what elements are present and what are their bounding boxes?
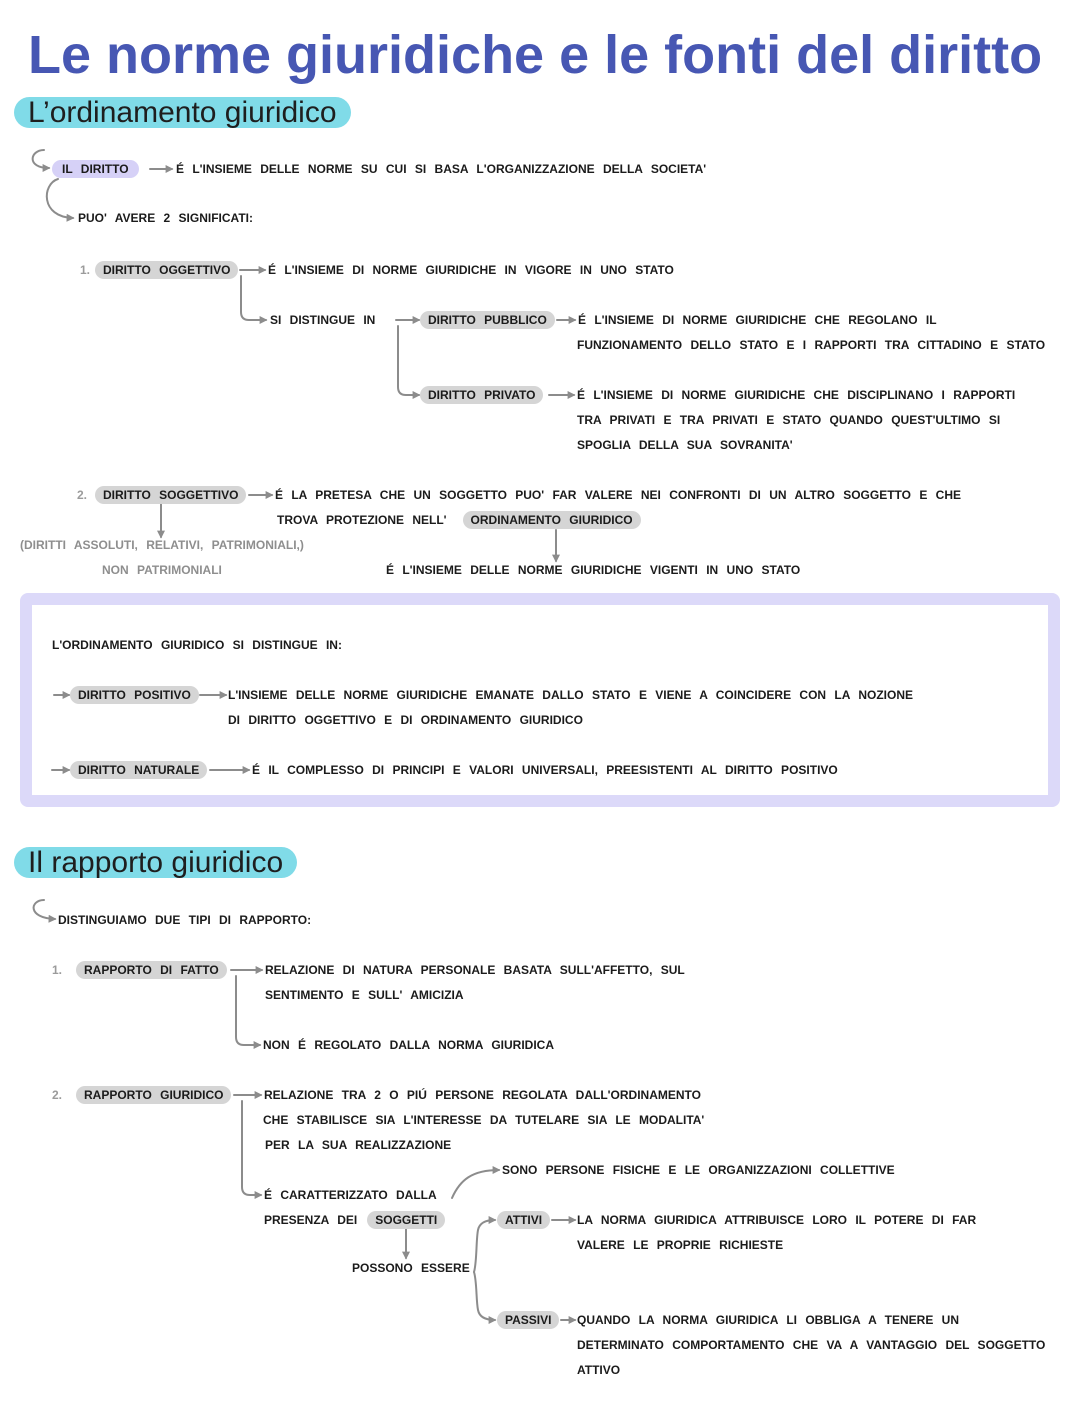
arrow-giuridico-caratterizzato [242, 1101, 261, 1195]
term-il-diritto: IL DIRITTO [52, 160, 139, 178]
privato-definition-line: É L'INSIEME DI NORME GIURIDICHE CHE DISCIPLINANO I RAPPORTI [577, 388, 1016, 402]
fatto-definition-line: SENTIMENTO E SULL' AMICIZIA [265, 988, 464, 1002]
term-attivi: ATTIVI [497, 1211, 550, 1229]
list-number: 2. [77, 488, 88, 502]
page-title: Le norme giuridiche e le fonti del diritto [28, 25, 1043, 85]
giuridico-definition-line: RELAZIONE TRA 2 O PIÚ PERSONE REGOLATA DALL'ORDINAMENTO [264, 1088, 701, 1102]
pubblico-definition-line: É L'INSIEME DI NORME GIURIDICHE CHE REGOLANO IL [578, 313, 937, 327]
arrow-possono-attivi [474, 1220, 495, 1272]
passivi-definition-line: DETERMINATO COMPORTAMENTO CHE VA A VANTAGGIO DEL SOGGETTO [577, 1338, 1046, 1352]
arrow-oggettivo-distinzione [241, 276, 266, 320]
section-heading-rapporto: Il rapporto giuridico [14, 847, 297, 878]
term-passivi: PASSIVI [497, 1311, 559, 1329]
attivi-definition-line: LA NORMA GIURIDICA ATTRIBUISCE LORO IL POTERE DI FAR [577, 1213, 977, 1227]
soggettivo-tipi-line: NON PATRIMONIALI [102, 563, 222, 577]
fatto-regolazione: NON É REGOLATO DALLA NORMA GIURIDICA [263, 1038, 554, 1052]
privato-definition-line: SPOGLIA DELLA SUA SOVRANITA' [577, 438, 793, 452]
term-rapporto-giuridico: RAPPORTO GIURIDICO [76, 1086, 231, 1104]
pubblico-definition-line: FUNZIONAMENTO DELLO STATO E I RAPPORTI TRA CITTADINO E STATO [577, 338, 1046, 352]
giuridico-definition-line: CHE STABILISCE SIA L'INTERESSE DA TUTELARE SIA LE MODALITA' [263, 1113, 705, 1127]
possono-essere: POSSONO ESSERE [352, 1261, 470, 1275]
term-soggetti: SOGGETTI [367, 1211, 445, 1229]
arrow-possono-passivi [474, 1272, 495, 1320]
ordinamento-definition: É L'INSIEME DELLE NORME GIURIDICHE VIGENTI IN UNO STATO [386, 563, 801, 577]
significati-intro: PUO' AVERE 2 SIGNIFICATI: [78, 211, 253, 225]
term-diritto-pubblico: DIRITTO PUBBLICO [420, 311, 555, 329]
giuridico-definition-line: PER LA SUA REALIZZAZIONE [265, 1138, 452, 1152]
soggettivo-definition-text: TROVA PROTEZIONE NELL' [277, 513, 447, 527]
list-number: 1. [80, 263, 91, 277]
list-number: 1. [52, 963, 63, 977]
term-diritto-oggettivo: DIRITTO OGGETTIVO [95, 261, 238, 279]
rapporto-intro: DISTINGUIAMO DUE TIPI DI RAPPORTO: [58, 913, 312, 927]
diritto-definition: É L'INSIEME DELLE NORME SU CUI SI BASA L'ORGANIZZAZIONE DELLA SOCIETA' [176, 162, 707, 176]
term-diritto-soggettivo: DIRITTO SOGGETTIVO [95, 486, 246, 504]
term-ordinamento-giuridico: ORDINAMENTO GIURIDICO [463, 511, 641, 529]
arrow-fatto-regolazione [236, 976, 260, 1045]
hook-arrow-icon [33, 150, 49, 168]
list-number: 2. [52, 1088, 63, 1102]
term-diritto-naturale: DIRITTO NATURALE [70, 761, 207, 779]
hook-arrow-icon [34, 900, 55, 919]
fatto-definition-line: RELAZIONE DI NATURA PERSONALE BASATA SULL'AFFETTO, SUL [265, 963, 685, 977]
attivi-definition-line: VALERE LE PROPRIE RICHIESTE [577, 1238, 784, 1252]
term-rapporto-di-fatto: RAPPORTO DI FATTO [76, 961, 227, 979]
arrow-diritto-significati [47, 179, 73, 218]
privato-definition-line: TRA PRIVATI E TRA PRIVATI E STATO QUANDO QUEST'ULTIMO SI [577, 413, 1001, 427]
naturale-definition: É IL COMPLESSO DI PRINCIPI E VALORI UNIVERSALI, PREESISTENTI AL DIRITTO POSITIVO [252, 763, 838, 777]
presenza-line [264, 1211, 445, 1229]
box-intro: L'ORDINAMENTO GIURIDICO SI DISTINGUE IN: [52, 638, 342, 652]
section-heading-ordinamento: L’ordinamento giuridico [14, 97, 351, 128]
passivi-definition-line: QUANDO LA NORMA GIURIDICA LI OBBLIGA A TENERE UN [577, 1313, 959, 1327]
positivo-definition-line: DI DIRITTO OGGETTIVO E DI ORDINAMENTO GIURIDICO [228, 713, 583, 727]
term-diritto-positivo: DIRITTO POSITIVO [70, 686, 199, 704]
soggettivo-tipi-line: (DIRITTI ASSOLUTI, RELATIVI, PATRIMONIALI,) [20, 538, 304, 552]
presenza-text: PRESENZA DEI [264, 1213, 358, 1227]
soggettivo-definition-line: É LA PRETESA CHE UN SOGGETTO PUO' FAR VALERE NEI CONFRONTI DI UN ALTRO SOGGETTO E CHE [275, 488, 962, 502]
passivi-definition-line: ATTIVO [577, 1363, 621, 1377]
distinzione-label: SI DISTINGUE IN [270, 313, 376, 327]
soggettivo-definition-line [277, 511, 641, 529]
soggetti-definition: SONO PERSONE FISICHE E LE ORGANIZZAZIONI COLLETTIVE [502, 1163, 895, 1177]
oggettivo-definition: É L'INSIEME DI NORME GIURIDICHE IN VIGORE IN UNO STATO [268, 263, 674, 277]
positivo-definition-line: L'INSIEME DELLE NORME GIURIDICHE EMANATE DALLO STATO E VIENE A COINCIDERE CON LA NOZIONE [228, 688, 913, 702]
term-diritto-privato: DIRITTO PRIVATO [420, 386, 543, 404]
arrow-distinzione-privato [398, 326, 419, 395]
arrow-soggetti-definition [452, 1170, 499, 1198]
caratterizzato-line: É CARATTERIZZATO DALLA [264, 1188, 437, 1202]
